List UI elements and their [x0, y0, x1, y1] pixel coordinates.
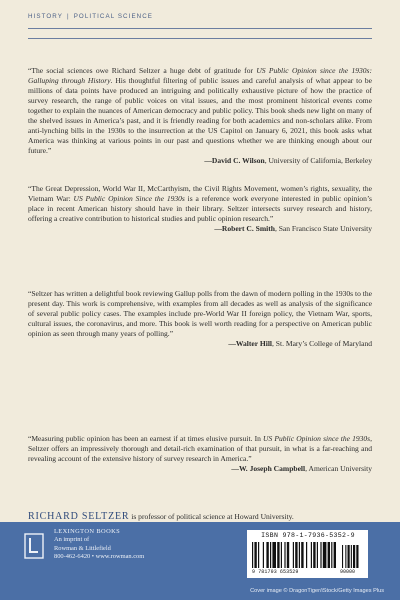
header-rule-top: [28, 28, 372, 29]
category-political-science: POLITICAL SCIENCE: [73, 13, 154, 20]
category-history: HISTORY: [28, 13, 63, 20]
author-bio-text: is professor of political science at Howard University.: [129, 512, 294, 521]
isbn-number: ISBN 978-1-7936-5352-9: [261, 532, 355, 539]
review-book-title: US Public Opinion since the 1930s: Galluping through History: [28, 66, 372, 86]
review-campbell: [28, 434, 372, 474]
category-header: [28, 13, 153, 20]
review-attribution: [28, 464, 372, 474]
review-book-title: US Public Opinion Since the 1930s: [73, 194, 185, 204]
review-text: is a reference work everyone interested in public opinion’s place in recent American history should have in their library. Seltzer intersects survey research and history, offering a creative contribution to historical studies and public opinion research.”: [28, 194, 372, 224]
lexington-logo-icon: [24, 533, 44, 559]
review-text: “Seltzer has written a delightful book reviewing Gallup polls from the dawn of modern polling in the 1930s to the present day. This work is comprehensive, with examples from all decades as well as analysis of the significance of several public policy cases. The examples include pre-World War II foreign policy, the Vietnam War, sports, cultural issues, the coronavirus, and more. This book is well worth reading for a perspective on American public opinion as seen through many years of polling.”: [28, 289, 372, 339]
barcode-icon: [252, 542, 364, 568]
category-separator: |: [66, 13, 70, 20]
author-name: RICHARD SELTZER: [28, 511, 130, 522]
review-wilson: [28, 66, 372, 166]
review-smith: [28, 184, 372, 234]
review-hill: [28, 289, 372, 349]
publisher-name: LEXINGTON BOOKS: [54, 528, 121, 535]
cover-image-credit: Cover image © DragonTiger/iStock/Getty Images Plus: [250, 588, 384, 594]
review-book-title: US Public Opinion since the 1930s: [263, 434, 371, 443]
review-text: . His thoughtful filtering of public issues and careful analysis of what appear to be millions of data points have produced an intriguing and politically exhaustive picture of how the practice of survey research, the range of public voices on vital issues, and the most prominent historical events come together to explain the nuances of American democracy and public policy. This book sheds new light on many of the shelved issues in America’s past, and it is friendly reading for both academics and non-scholars alike. From anti-lynching bills in the 1930s to the insurrection at the US Capitol on January 6, 2021, this book asks what America was thinking at various points in our past and questions whether we are thinking enough about our future.”: [28, 76, 372, 156]
review-attribution: [28, 339, 372, 349]
reviewer-name: —Walter Hill: [228, 339, 273, 349]
review-text: “Measuring public opinion has been an earnest if at times elusive pursuit. In: [28, 434, 264, 443]
reviewer-affiliation: , San Francisco State University: [274, 224, 372, 234]
reviewer-name: —Robert C. Smith: [214, 224, 275, 234]
barcode-digits: 9 781793 653529: [252, 569, 299, 575]
reviewer-affiliation: , University of California, Berkeley: [264, 156, 372, 166]
author-bio: [28, 511, 372, 522]
review-attribution: [28, 156, 372, 166]
reviewer-affiliation: , American University: [305, 464, 372, 474]
publisher-contact: 800-462-6420 • www.rowman.com: [54, 553, 145, 561]
publisher-imprint: An imprint of: [54, 536, 90, 544]
reviewer-name: —W. Joseph Campbell: [231, 464, 306, 474]
review-text: “The Great Depression, World War II, McCarthyism, the Civil Rights Movement, women’s rights, sexuality, the Vietnam War:: [28, 184, 372, 204]
review-text: “The social sciences owe Richard Seltzer a huge debt of gratitude for: [28, 66, 257, 75]
reviewer-affiliation: , St. Mary’s College of Maryland: [272, 339, 372, 349]
publisher-info: [54, 528, 144, 562]
publisher-parent: Rowman & Littlefield: [54, 544, 111, 552]
review-text: , Seltzer offers an impressively thorough and detail-rich examination of that pursuit, in what is a far-reaching and revealing account of the extensive history of survey research in America.”: [28, 434, 372, 464]
reviewer-name: —David C. Wilson: [204, 156, 265, 166]
barcode-addon-digits: 90000: [340, 569, 356, 575]
header-rule-bottom: [28, 38, 372, 39]
review-attribution: [28, 224, 372, 234]
